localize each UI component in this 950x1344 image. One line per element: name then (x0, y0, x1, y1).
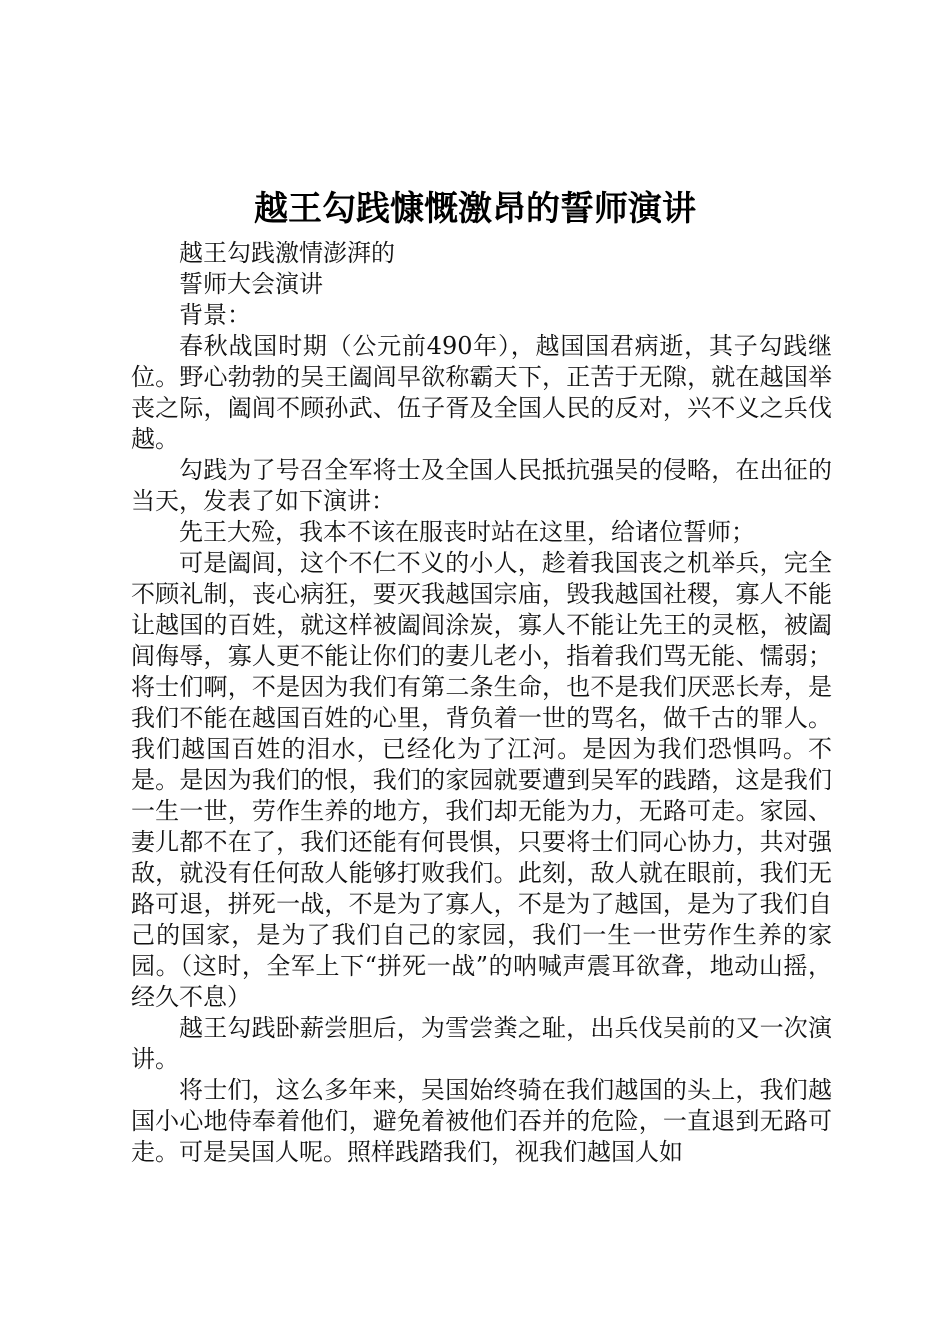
paragraph: 春秋战国时期（公元前490年），越国国君病逝，其子勾践继位。野心勃勃的吴王阖闾早欲称霸天下，正苦于无隙，就在越国举丧之际，阖闾不顾孙武、伍子胥及全国人民的反对，兴不义之兵伐越。 (131, 332, 832, 453)
document-title: 越王勾践慷慨激昂的誓师演讲 (254, 189, 696, 229)
paragraph: 誓师大会演讲 (179, 270, 323, 298)
paragraph: 将士们，这么多年来，吴国始终骑在我们越国的头上，我们越国小心地侍奉着他们，避免着被他们吞并的危险，一直退到无路可走。可是吴国人呢。照样践踏我们，视我们越国人如 (131, 1076, 832, 1166)
document-body (131, 238, 832, 1168)
paragraph: 越王勾践卧薪尝胆后，为雪尝粪之耻，出兵伐吴前的又一次演讲。 (131, 1014, 832, 1073)
paragraph: 背景： (179, 301, 251, 329)
paragraph: 勾践为了号召全军将士及全国人民抵抗强吴的侵略，在出征的当天，发表了如下演讲： (131, 456, 832, 515)
paragraph: 越王勾践激情澎湃的 (179, 239, 395, 267)
paragraph: 可是阖闾，这个不仁不义的小人，趁着我国丧之机举兵，完全不顾礼制，丧心病狂，要灭我越国宗庙，毁我越国社稷，寡人不能让越国的百姓，就这样被阖闾涂炭，寡人不能让先王的灵柩，被阖闾侮辱，寡人更不能让你们的妻儿老小，指着我们骂无能、懦弱；将士们啊，不是因为我们有第二条生命，也不是我们厌恶长寿，是我们不能在越国百姓的心里，背负着一世的骂名，做千古的罪人。我们越国百姓的泪水，已经化为了江河。是因为我们恐惧吗。不是。是因为我们的恨，我们的家园就要遭到吴军的践踏，这是我们一生一世，劳作生养的地方，我们却无能为力，无路可走。家园、妻儿都不在了，我们还能有何畏惧，只要将士们同心协力，共对强敌，就没有任何敌人能够打败我们。此刻，敌人就在眼前，我们无路可退，拼死一战，不是为了寡人，不是为了越国，是为了我们自己的国家，是为了我们自己的家园，我们一生一世劳作生养的家园。（这时，全军上下“拼死一战”的呐喊声震耳欲聋，地动山摇，经久不息） (131, 549, 832, 1011)
paragraph: 先王大殓，我本不该在服丧时站在这里，给诸位誓师； (179, 518, 755, 546)
